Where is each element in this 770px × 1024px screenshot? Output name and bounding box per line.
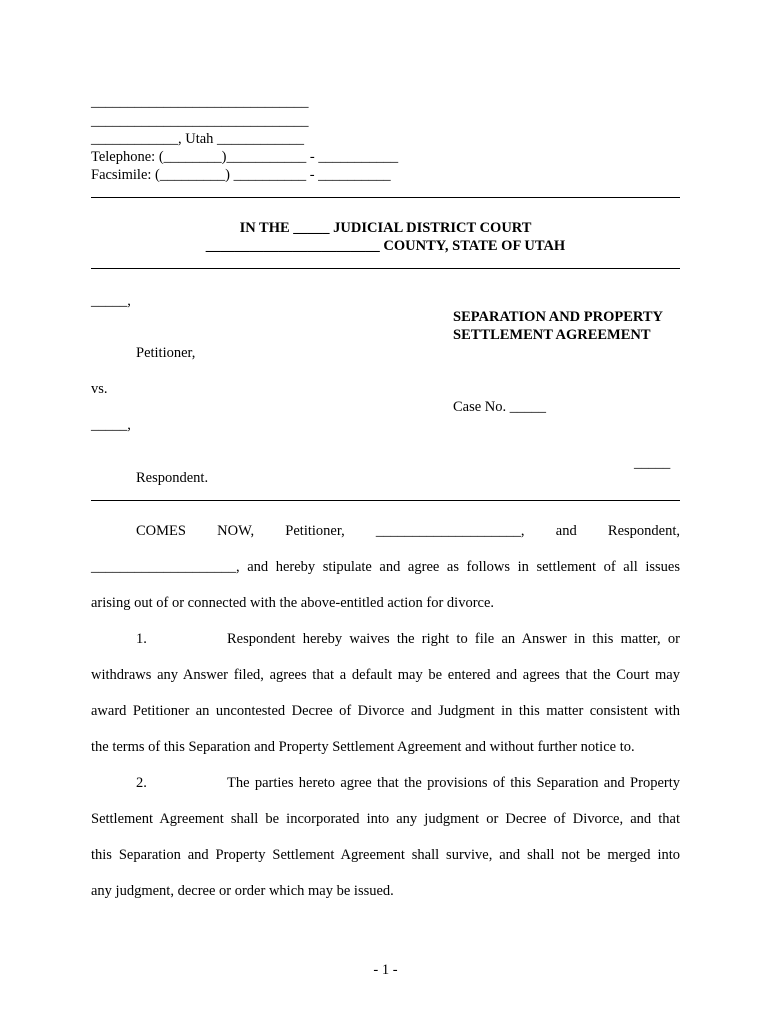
case-number: Case No. _____	[453, 399, 547, 415]
document-title-line-2: SETTLEMENT AGREEMENT	[453, 327, 651, 343]
respondent-blank: _____,	[91, 417, 131, 433]
petitioner-label: Petitioner,	[136, 345, 196, 361]
court-county: ________________________ COUNTY, STATE OF UTAH	[205, 238, 566, 254]
divider-court	[91, 268, 680, 269]
petitioner-blank: _____,	[91, 293, 131, 309]
agreement-body	[91, 513, 680, 909]
header-facsimile: Facsimile: (_________) __________ - __________	[91, 167, 391, 183]
paragraph-1-line-1: Respondent hereby waives the right to file an Answer in this matter, or	[227, 631, 680, 647]
vs-label: vs.	[91, 381, 108, 397]
header-blank-line-2: ______________________________	[91, 113, 309, 129]
intro-line-1: COMES NOW, Petitioner, ____________________, and Respondent,	[136, 523, 680, 539]
intro-line-2: ____________________, and hereby stipulate and agree as follows in settlement of all issues	[91, 559, 680, 575]
divider-top	[91, 197, 680, 198]
document-title-line-1: SEPARATION AND PROPERTY	[453, 309, 664, 325]
header-telephone: Telephone: (________)___________ - ___________	[91, 149, 399, 165]
divider-caption	[91, 500, 680, 501]
paragraph-1-line-2: withdraws any Answer filed, agrees that a default may be entered and agrees that the Court may	[91, 667, 680, 683]
header-city-line: ____________, Utah ____________	[91, 131, 305, 147]
paragraph-2-line-1: The parties hereto agree that the provisions of this Separation and Property	[227, 775, 680, 791]
page-number: - 1 -	[373, 962, 398, 978]
intro-line-3: arising out of or connected with the above-entitled action for divorce.	[91, 595, 495, 611]
paragraph-2-number: 2.	[136, 775, 147, 791]
paragraph-1-first-line	[91, 621, 680, 657]
caption-extra-blank: _____	[634, 455, 671, 471]
header-blank-line-1: ______________________________	[91, 94, 309, 110]
paragraph-1-line-3: award Petitioner an uncontested Decree of Divorce and Judgment in this matter consistent with	[91, 703, 680, 719]
respondent-label: Respondent.	[136, 470, 209, 486]
paragraph-2-first-line	[91, 765, 680, 801]
paragraph-2-line-4: any judgment, decree or order which may be issued.	[91, 883, 394, 899]
court-name: IN THE _____ JUDICIAL DISTRICT COURT	[239, 220, 532, 236]
paragraph-1-number: 1.	[136, 631, 147, 647]
paragraph-1-line-4: the terms of this Separation and Property Settlement Agreement and without further notice to.	[91, 739, 635, 755]
paragraph-2-line-3: this Separation and Property Settlement Agreement shall survive, and shall not be merged into	[91, 847, 680, 863]
paragraph-2-line-2: Settlement Agreement shall be incorporated into any judgment or Decree of Divorce, and that	[91, 811, 680, 827]
